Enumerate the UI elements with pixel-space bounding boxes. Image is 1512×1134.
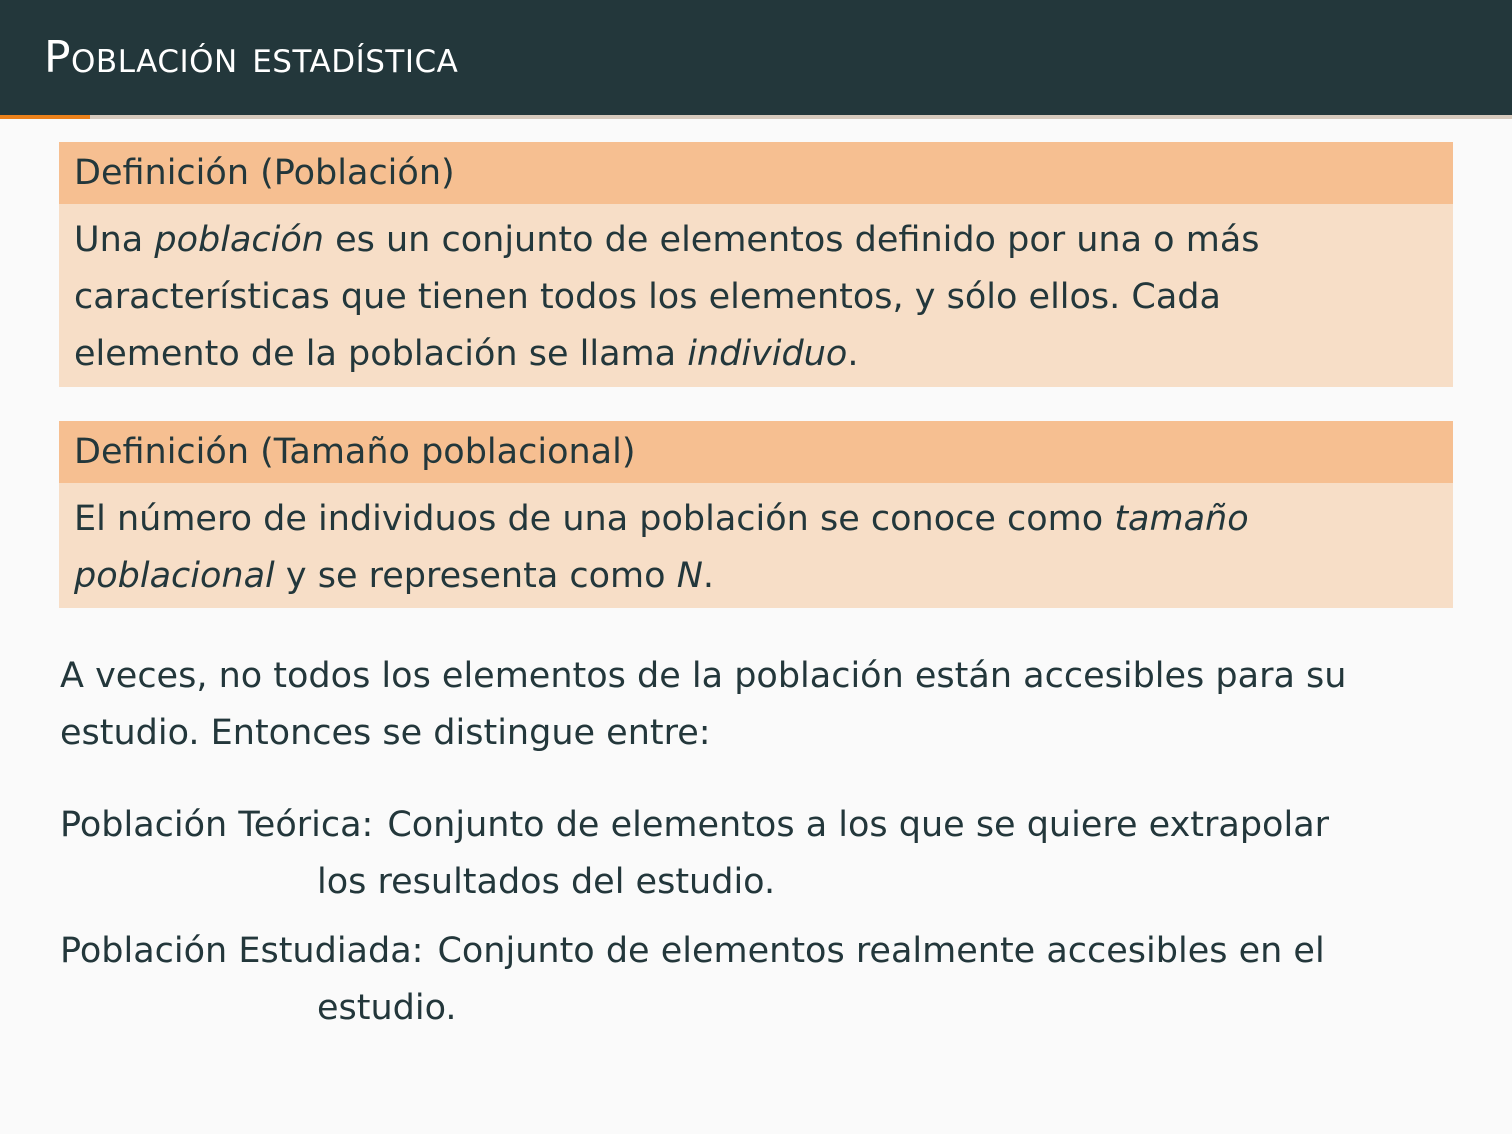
definition-text: El número de individuos de una población se conoce como xyxy=(74,499,1115,539)
description-line xyxy=(60,923,1460,980)
definition-text: es un conjunto de elementos definido por una o más xyxy=(323,220,1260,260)
definition-term: individuo xyxy=(687,334,848,374)
definition-line: características que tienen todos los elementos, y sólo ellos. Cada xyxy=(74,277,1221,317)
definition-title: Definición (Tamaño poblacional) xyxy=(59,421,1453,483)
description-text: estudio. xyxy=(317,988,457,1028)
definition-line xyxy=(74,212,1438,269)
definition-block-tamano xyxy=(59,421,1453,608)
progress-bar-track xyxy=(0,115,1512,119)
paragraph-line: A veces, no todos los elementos de la población están accesibles para su xyxy=(60,656,1347,696)
definition-block-poblacion xyxy=(59,142,1453,387)
paragraph-line: estudio. Entonces se distingue entre: xyxy=(60,713,711,753)
definition-term: tamaño xyxy=(1114,499,1249,539)
description-item-teorica xyxy=(60,797,1460,911)
definition-term: poblacional xyxy=(74,556,275,596)
definition-body xyxy=(59,204,1453,387)
definition-body xyxy=(59,483,1453,608)
definition-term: población xyxy=(154,220,324,260)
definition-text: . xyxy=(702,556,715,596)
definition-text: . xyxy=(847,334,859,374)
slide-title: Población estadística xyxy=(44,32,459,83)
slide-header xyxy=(0,0,1512,115)
description-line xyxy=(60,797,1460,854)
description-label: Población Estudiada: xyxy=(60,931,424,971)
definition-text: Una xyxy=(74,220,155,260)
definition-line xyxy=(74,326,1438,383)
description-item-estudiada xyxy=(60,923,1460,1037)
definition-text: y se representa como xyxy=(274,556,677,596)
description-label: Población Teórica: xyxy=(60,805,374,845)
description-text: Conjunto de elementos a los que se quiere extrapolar xyxy=(387,805,1330,845)
intro-paragraph xyxy=(60,648,1460,762)
definition-symbol: N xyxy=(676,556,703,596)
definition-line xyxy=(74,548,1438,605)
description-text: Conjunto de elementos realmente accesibles en el xyxy=(437,931,1325,971)
definition-text: elemento de la población se llama xyxy=(74,334,688,374)
definition-title: Definición (Población) xyxy=(59,142,1453,204)
definition-line xyxy=(74,491,1438,548)
progress-bar-fill xyxy=(0,115,90,119)
description-text: los resultados del estudio. xyxy=(317,862,776,902)
